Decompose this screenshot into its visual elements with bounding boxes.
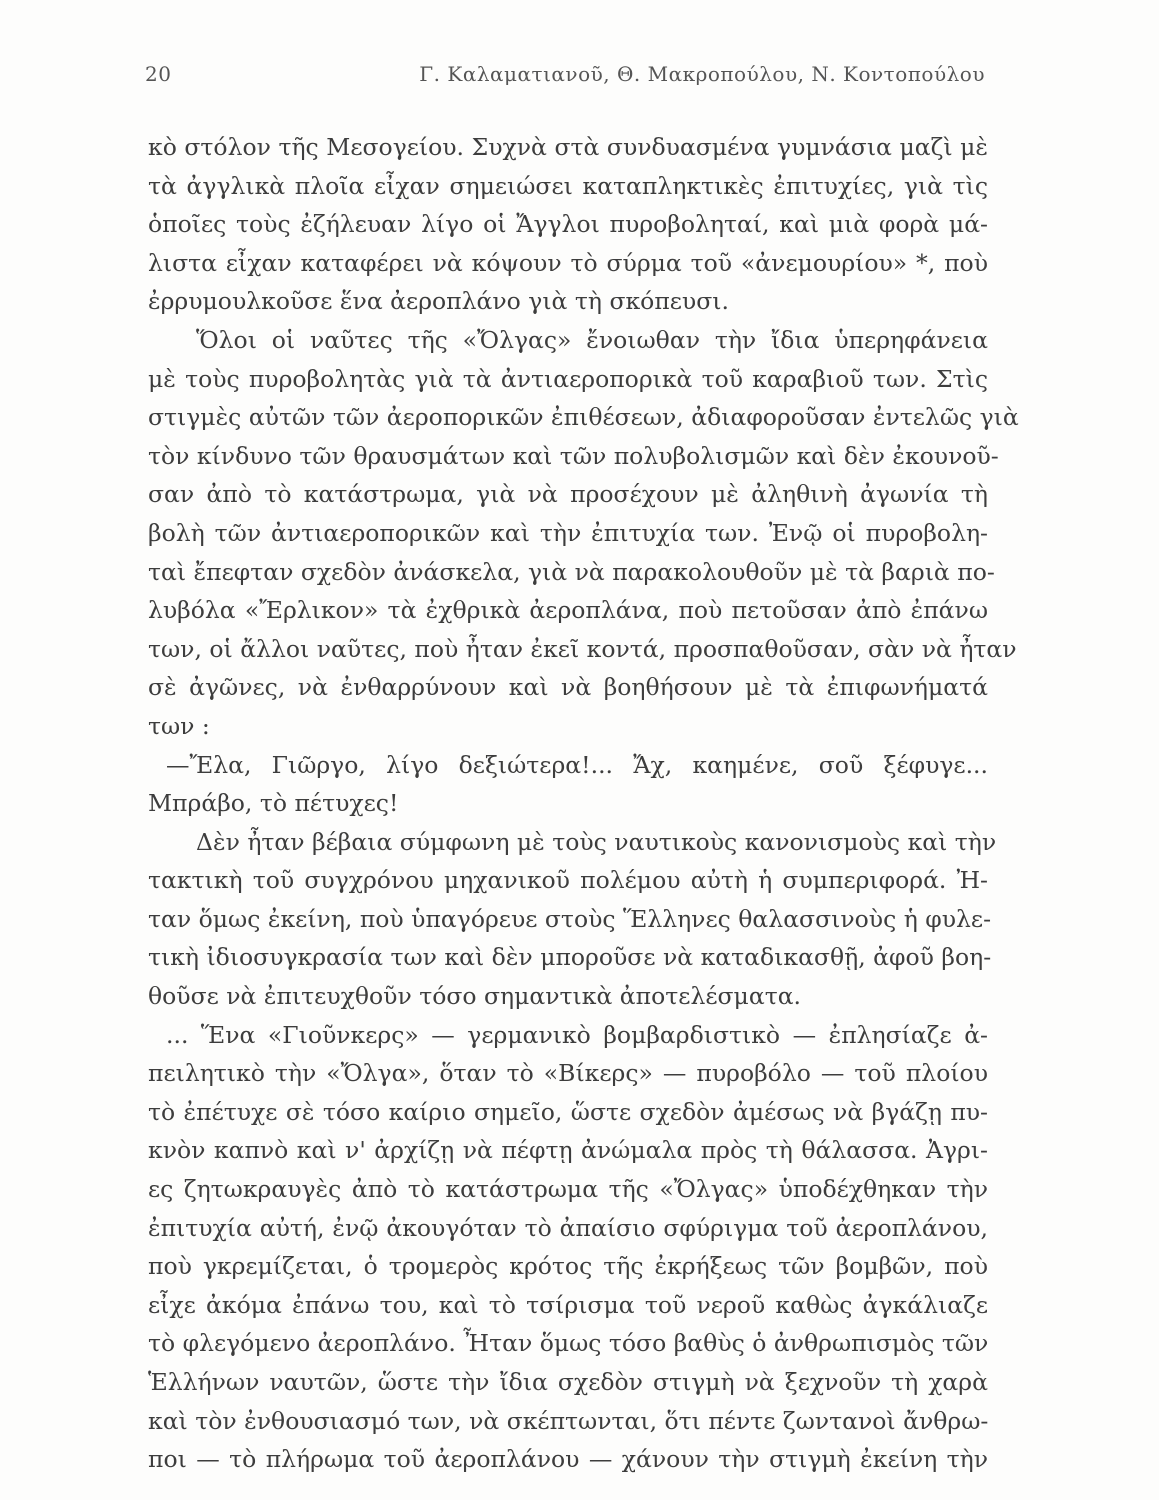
text-line: θοῦσε νὰ ἐπιτευχθοῦν τόσο σημαντικὰ ἀποτελέσματα.	[148, 982, 802, 1011]
text-line: Δὲν ἦταν βέβαια σύμφωνη μὲ τοὺς ναυτικοὺς κανονισμοὺς καὶ τὴν	[196, 827, 997, 856]
page-header	[145, 62, 985, 96]
text-line: ... Ἕνα «Γιοῦνκερς» — γερμανικὸ βομβαρδιστικὸ — ἐπλησίαζε ἀ-	[166, 1020, 988, 1049]
text-line: τικὴ ἰδιοσυγκρασία των καὶ δὲν μποροῦσε νὰ καταδικασθῇ, ἀφοῦ βοη-	[148, 943, 992, 972]
text-line: ἐπιτυχία αὐτή, ἐνῷ ἀκουγόταν τὸ ἀπαίσιο σφύριγμα τοῦ ἀεροπλάνου,	[148, 1213, 988, 1242]
text-line: ταν ὅμως ἐκείνη, ποὺ ὑπαγόρευε στοὺς Ἕλληνες θαλασσινοὺς ἡ φυλε-	[148, 904, 992, 933]
text-line: τὸν κίνδυνο τῶν θραυσμάτων καὶ τῶν πολυβολισμῶν καὶ δὲν ἐκουνοῦ-	[148, 441, 999, 470]
text-line: των :	[148, 711, 210, 740]
text-line: τὰ ἀγγλικὰ πλοῖα εἶχαν σημειώσει καταπληκτικὲς ἐπιτυχίες, γιὰ τὶς	[148, 171, 988, 200]
text-line: λυβόλα «Ἔρλικον» τὰ ἐχθρικὰ ἀεροπλάνα, ποὺ πετοῦσαν ἀπὸ ἐπάνω	[148, 596, 988, 625]
text-line: κνὸν καπνὸ καὶ ν' ἀρχίζῃ νὰ πέφτῃ ἀνώμαλα πρὸς τὴ θάλασσα. Ἀγρι-	[148, 1136, 988, 1165]
text-line: εἶχε ἀκόμα ἐπάνω του, καὶ τὸ τσίρισμα τοῦ νεροῦ καθὼς ἀγκάλιαζε	[148, 1290, 988, 1319]
text-line: ἐρρυμουλκοῦσε ἕνα ἀεροπλάνο γιὰ τὴ σκόπευσι.	[148, 287, 729, 316]
text-line: στιγμὲς αὐτῶν τῶν ἀεροπορικῶν ἐπιθέσεων, ἀδιαφοροῦσαν ἐντελῶς γιὰ	[148, 403, 1019, 432]
running-head: Γ. Καλαματιανοῦ, Θ. Μακροπούλου, Ν. Κοντοπούλου	[419, 62, 985, 86]
text-line: λιστα εἶχαν καταφέρει νὰ κόψουν τὸ σύρμα τοῦ «ἀνεμουρίου» *, ποὺ	[148, 248, 988, 277]
text-line: κὸ στόλον τῆς Μεσογείου. Συχνὰ στὰ συνδυασμένα γυμνάσια μαζὶ μὲ	[148, 133, 988, 161]
text-line: ποι — τὸ πλήρωμα τοῦ ἀεροπλάνου — χάνουν τὴν στιγμὴ ἐκείνη τὴν	[148, 1445, 988, 1474]
body-text	[148, 128, 1019, 1479]
text-line: —Ἔλα, Γιῶργο, λίγο δεξιώτερα!... Ἄχ, καημένε, σοῦ ξέφυγε...	[166, 750, 988, 779]
text-line: τὸ ἐπέτυχε σὲ τόσο καίριο σημεῖο, ὥστε σχεδὸν ἀμέσως νὰ βγάζῃ πυ-	[148, 1097, 988, 1126]
text-line: Ὅλοι οἱ ναῦτες τῆς «Ὄλγας» ἔνοιωθαν τὴν ἴδια ὑπερηφάνεια	[196, 325, 988, 354]
text-line: ταὶ ἔπεφταν σχεδὸν ἀνάσκελα, γιὰ νὰ παρακολουθοῦν μὲ τὰ βαριὰ πο-	[148, 557, 995, 586]
text-line: μὲ τοὺς πυροβολητὰς γιὰ τὰ ἀντιαεροπορικὰ τοῦ καραβιοῦ των. Στὶς	[148, 364, 988, 393]
text-line: Μπράβο, τὸ πέτυχες!	[148, 789, 399, 818]
text-line: σαν ἀπὸ τὸ κατάστρωμα, γιὰ νὰ προσέχουν μὲ ἀληθινὴ ἀγωνία τὴ	[148, 480, 988, 509]
text-line: τακτικὴ τοῦ συγχρόνου μηχανικοῦ πολέμου αὐτὴ ἡ συμπεριφορά. Ἠ-	[148, 866, 988, 895]
text-line: Ἑλλήνων ναυτῶν, ὥστε τὴν ἴδια σχεδὸν στιγμὴ νὰ ξεχνοῦν τὴ χαρὰ	[148, 1368, 988, 1396]
text-line: ες ζητωκραυγὲς ἀπὸ τὸ κατάστρωμα τῆς «Ὄλγας» ὑποδέχθηκαν τὴν	[148, 1175, 988, 1204]
text-line: πειλητικὸ τὴν «Ὄλγα», ὅταν τὸ «Βίκερς» — πυροβόλο — τοῦ πλοίου	[148, 1059, 988, 1088]
text-line: ποὺ γκρεμίζεται, ὁ τρομερὸς κρότος τῆς ἐκρήξεως τῶν βομβῶν, ποὺ	[148, 1252, 988, 1281]
text-line: σὲ ἀγῶνες, νὰ ἐνθαρρύνουν καὶ νὰ βοηθήσουν μὲ τὰ ἐπιφωνήματά	[148, 673, 988, 702]
text-line: ὁποῖες τοὺς ἐζήλευαν λίγο οἱ Ἄγγλοι πυροβοληταί, καὶ μιὰ φορὰ μά-	[148, 210, 988, 239]
text-line: τὸ φλεγόμενο ἀεροπλάνο. Ἦταν ὅμως τόσο βαθὺς ὁ ἀνθρωπισμὸς τῶν	[148, 1329, 989, 1358]
page-number: 20	[145, 62, 172, 86]
text-line: καὶ τὸν ἐνθουσιασμό των, νὰ σκέπτωνται, ὅτι πέντε ζωντανοὶ ἄνθρω-	[148, 1406, 989, 1435]
text-line: βολὴ τῶν ἀντιαεροπορικῶν καὶ τὴν ἐπιτυχία των. Ἐνῷ οἱ πυροβολη-	[148, 518, 988, 547]
text-line: των, οἱ ἄλλοι ναῦτες, ποὺ ἦταν ἐκεῖ κοντά, προσπαθοῦσαν, σὰν νὰ ἦταν	[148, 634, 1017, 663]
